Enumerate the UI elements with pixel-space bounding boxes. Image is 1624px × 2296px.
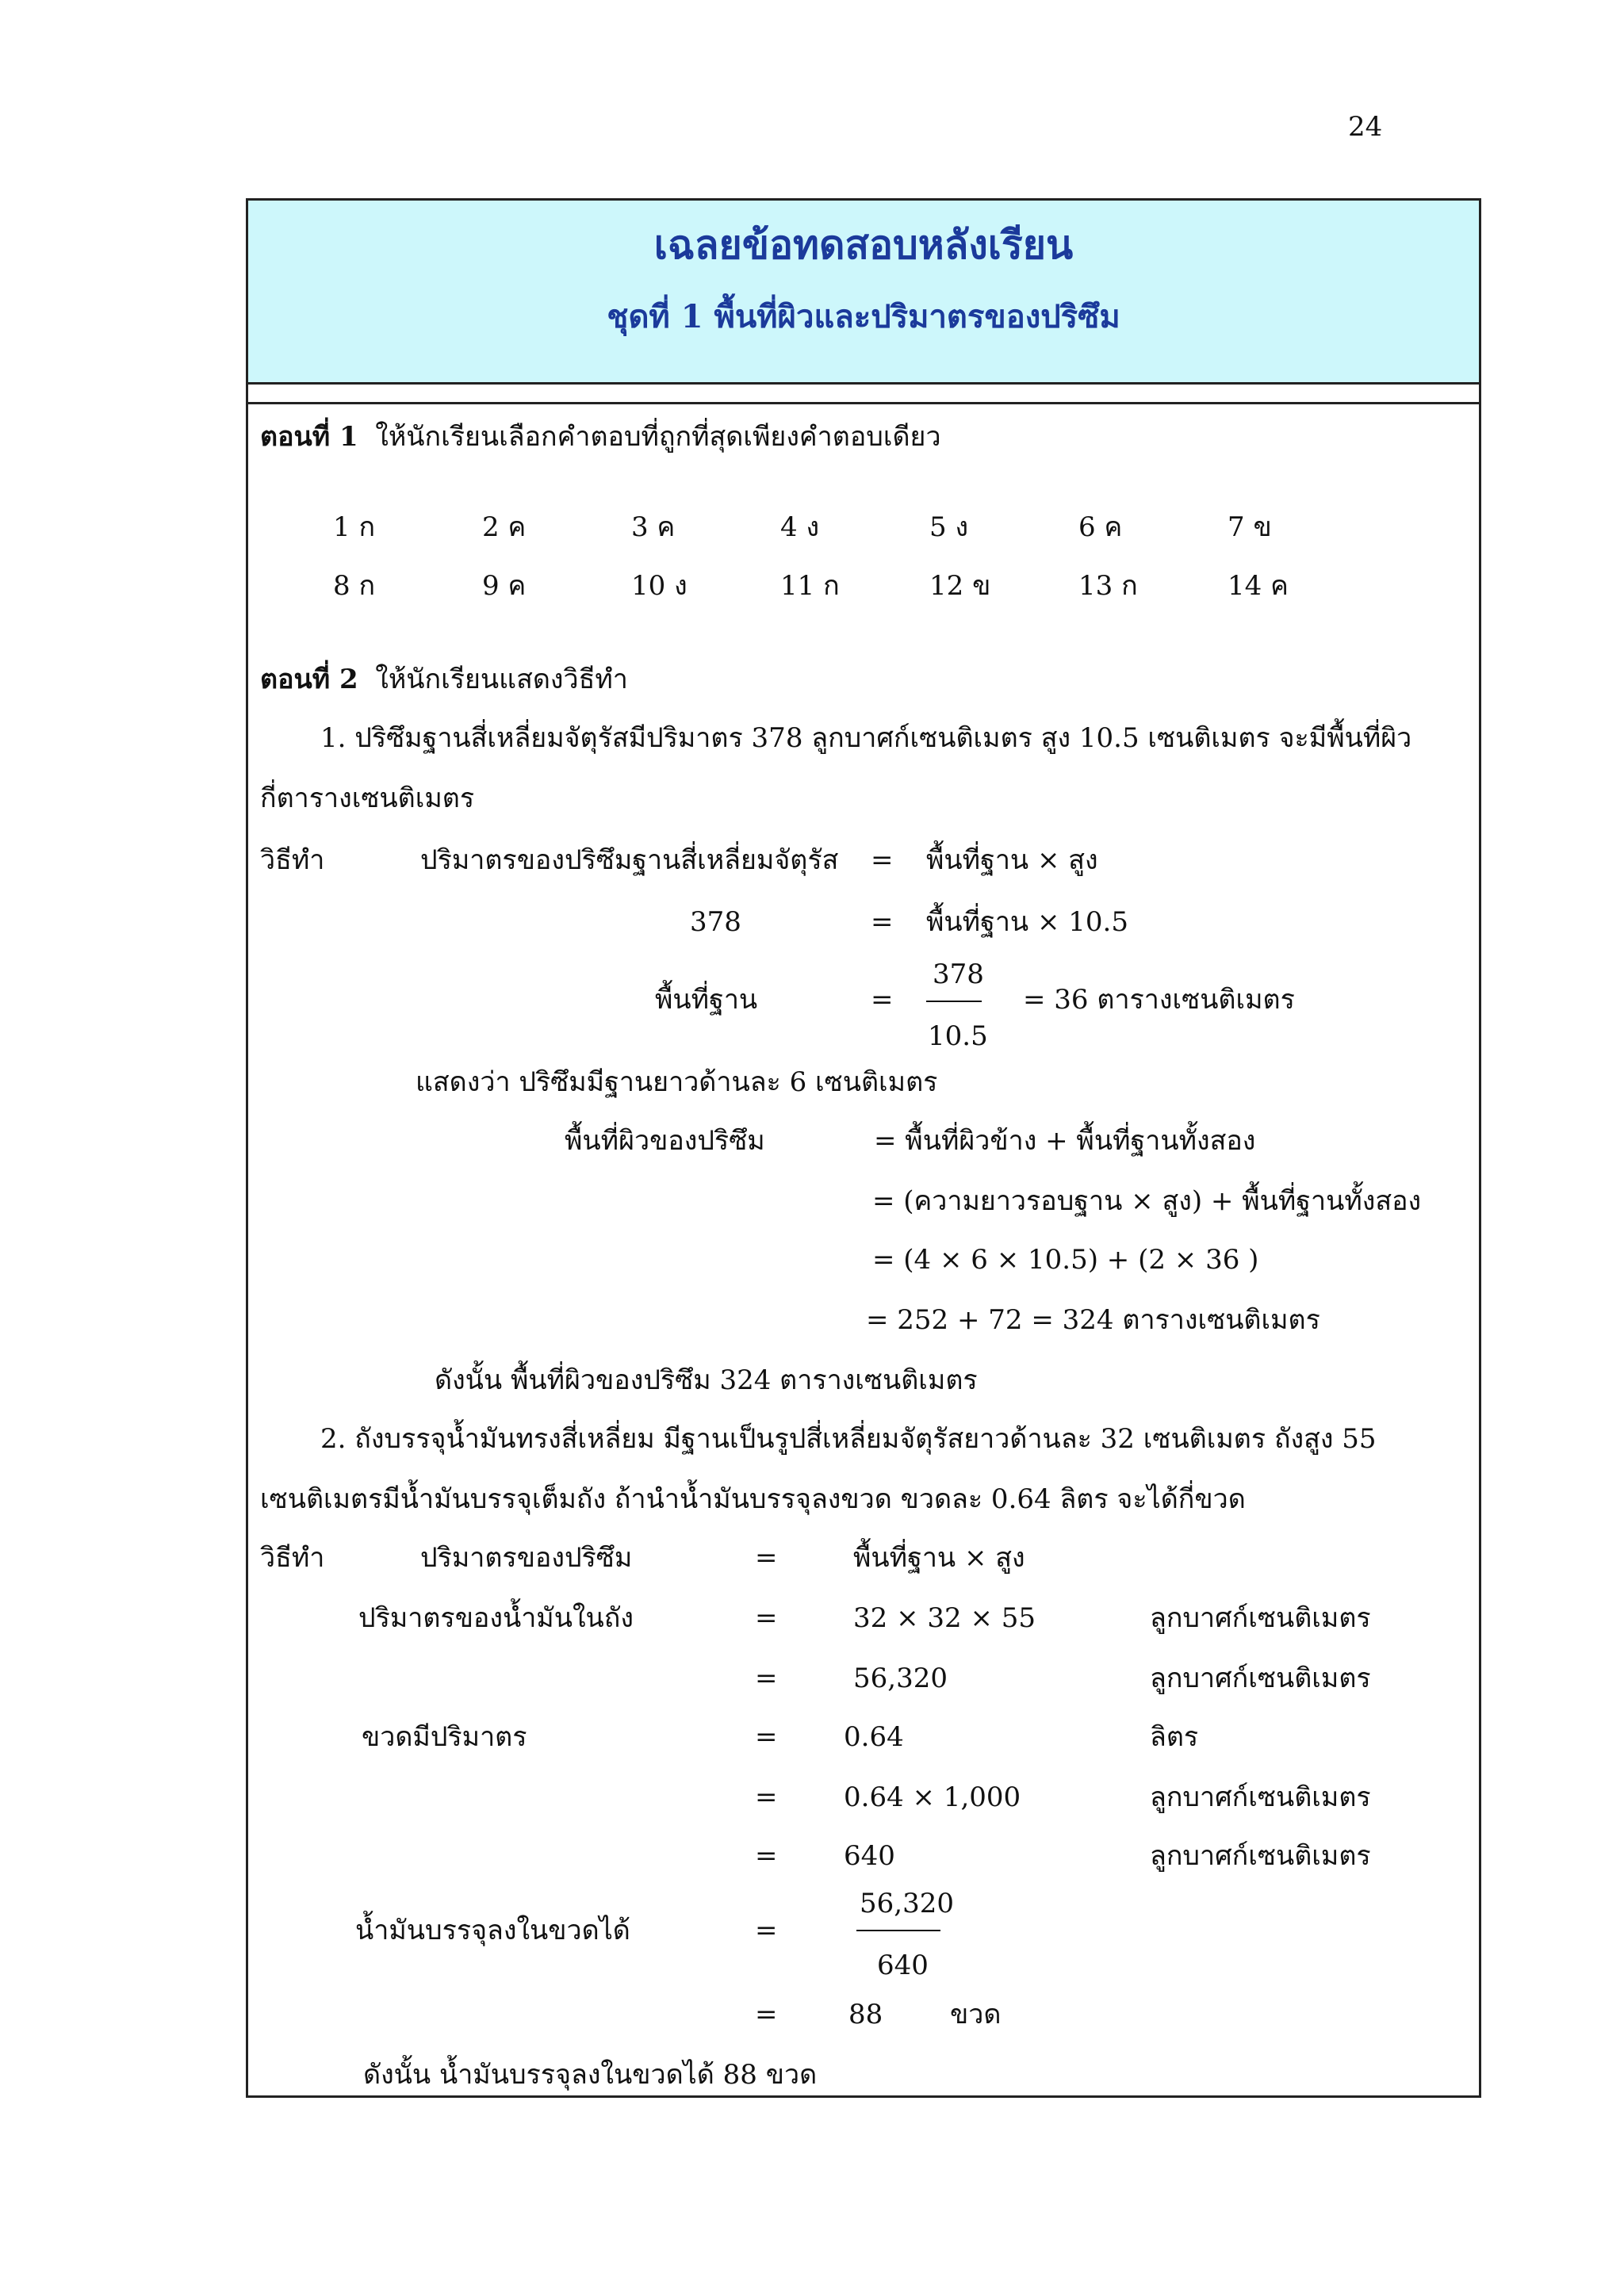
part1-instruction: ให้นักเรียนเลือกคำตอบที่ถูกที่สุดเพียงคำตอบเดียว	[375, 421, 941, 453]
q2-unit-bottle: ขวด	[950, 1999, 1002, 2030]
q1-volume-substitution: พื้นที่ฐาน × 10.5	[926, 906, 1128, 938]
q2-unit-cc-2: ลูกบาศก์เซนติเมตร	[1150, 1663, 1371, 1694]
q2-oil-volume-label: ปริมาตรของน้ำมันในถัง	[358, 1602, 634, 1634]
q2-bottle-conversion: 0.64 × 1,000	[844, 1781, 1021, 1813]
q1-volume-formula-left: ปริมาตรของปริซึมฐานสี่เหลี่ยมจัตุรัส	[420, 844, 839, 876]
q2-equals-7: =	[755, 1915, 778, 1946]
q2-volume-formula-right: พื้นที่ฐาน × สูง	[853, 1542, 1025, 1574]
answer-3: 3 ค	[631, 511, 676, 543]
part2-heading	[260, 663, 628, 696]
q1-surface-area-label: พื้นที่ผิวของปริซึม	[565, 1125, 765, 1157]
answer-8: 8 ก	[333, 570, 376, 602]
q1-fraction-bar	[926, 1001, 982, 1002]
q2-conclusion: ดังนั้น น้ำมันบรรจุลงในขวดได้ 88 ขวด	[363, 2059, 818, 2091]
q1-surface-step-1: = พื้นที่ผิวข้าง + พื้นที่ฐานทั้งสอง	[874, 1125, 1256, 1157]
q1-surface-step-4: = 252 + 72 = 324 ตารางเซนติเมตร	[866, 1304, 1320, 1336]
answer-2: 2 ค	[482, 511, 527, 543]
q1-volume-formula-right: พื้นที่ฐาน × สูง	[926, 844, 1098, 876]
q1-volume-value: 378	[690, 906, 741, 938]
q1-conclusion: ดังนั้น พื้นที่ผิวของปริซึม 324 ตารางเซนติเมตร	[435, 1364, 978, 1396]
q1-base-side-note: แสดงว่า ปริซึมมีฐานยาวด้านละ 6 เซนติเมตร	[416, 1066, 938, 1098]
q2-unit-cc-3: ลูกบาศก์เซนติเมตร	[1150, 1781, 1371, 1813]
q1-surface-step-3: = (4 × 6 × 10.5) + (2 × 36 )	[872, 1244, 1259, 1276]
page-subtitle: ชุดที่ 1 พื้นที่ผิวและปริมาตรของปริซึม	[607, 298, 1120, 335]
answer-4: 4 ง	[780, 511, 820, 543]
part2-instruction: ให้นักเรียนแสดงวิธีทำ	[375, 664, 628, 695]
answer-1: 1 ก	[333, 511, 376, 543]
q2-equals-3: =	[755, 1663, 778, 1694]
q2-bottle-volume-label: ขวดมีปริมาตร	[362, 1721, 527, 1753]
part1-heading	[260, 420, 941, 453]
q2-equals-1: =	[755, 1542, 778, 1574]
q1-fraction-denominator: 10.5	[928, 1020, 988, 1052]
q1-equals-2: =	[871, 906, 894, 938]
q2-unit-cc-4: ลูกบาศก์เซนติเมตร	[1150, 1840, 1371, 1872]
page-number: 24	[1348, 111, 1383, 143]
answer-13: 13 ก	[1078, 570, 1138, 602]
part1-label: ตอนที่ 1	[260, 421, 358, 453]
q2-bottle-volume-liters: 0.64	[844, 1721, 904, 1753]
q2-oil-volume-expression: 32 × 32 × 55	[853, 1602, 1036, 1634]
q2-unit-cc-1: ลูกบาศก์เซนติเมตร	[1150, 1602, 1371, 1634]
q1-surface-step-2: = (ความยาวรอบฐาน × สูง) + พื้นที่ฐานทั้งสอง	[872, 1185, 1422, 1217]
q2-text-line1: 2. ถังบรรจุน้ำมันทรงสี่เหลี่ยม มีฐานเป็นรูปสี่เหลี่ยมจัตุรัสยาวด้านละ 32 เซนติเมตร ถังสูง 55	[320, 1423, 1377, 1455]
part2-label: ตอนที่ 2	[260, 664, 358, 695]
q1-base-area-label: พื้นที่ฐาน	[655, 984, 758, 1016]
q2-bottle-volume-cc: 640	[844, 1840, 895, 1872]
q2-oil-volume-value: 56,320	[853, 1663, 948, 1694]
q1-method-label: วิธีทำ	[260, 844, 325, 876]
answer-14: 14 ค	[1228, 570, 1289, 602]
q1-equals-1: =	[871, 844, 894, 876]
q2-volume-formula-left: ปริมาตรของปริซึม	[420, 1542, 633, 1574]
answer-6: 6 ค	[1078, 511, 1123, 543]
page-title: เฉลยข้อทดสอบหลังเรียน	[653, 221, 1074, 268]
q1-base-area-result: = 36 ตารางเซนติเมตร	[1023, 984, 1295, 1016]
q2-method-label: วิธีทำ	[260, 1542, 325, 1574]
answer-7: 7 ข	[1228, 511, 1272, 543]
answer-11: 11 ก	[780, 570, 840, 602]
q2-fraction-denominator: 640	[877, 1950, 929, 1981]
q2-equals-8: =	[755, 1999, 778, 2030]
answer-9: 9 ค	[482, 570, 527, 602]
q1-text-line2: กี่ตารางเซนติเมตร	[260, 783, 475, 814]
answer-5: 5 ง	[929, 511, 969, 543]
header-box	[248, 201, 1479, 385]
answer-10: 10 ง	[631, 570, 688, 602]
q2-equals-4: =	[755, 1721, 778, 1753]
answer-12: 12 ข	[929, 570, 991, 602]
header-divider	[248, 402, 1479, 404]
q2-bottles-label: น้ำมันบรรจุลงในขวดได้	[355, 1915, 630, 1946]
q1-fraction-numerator: 378	[933, 959, 984, 990]
q2-bottles-result: 88	[848, 1999, 883, 2030]
q2-equals-2: =	[755, 1602, 778, 1634]
q2-equals-6: =	[755, 1840, 778, 1872]
q2-fraction-numerator: 56,320	[860, 1888, 954, 1919]
q2-unit-liter: ลิตร	[1150, 1721, 1199, 1753]
q2-equals-5: =	[755, 1781, 778, 1813]
q1-equals-3: =	[871, 984, 894, 1016]
q2-fraction-bar	[856, 1930, 940, 1931]
q1-text-line1: 1. ปริซึมฐานสี่เหลี่ยมจัตุรัสมีปริมาตร 378 ลูกบาศก์เซนติเมตร สูง 10.5 เซนติเมตร จะมีพื้นที่ผิว	[320, 722, 1412, 754]
q2-text-line2: เซนติเมตรมีน้ำมันบรรจุเต็มถัง ถ้านำน้ำมันบรรจุลงขวด ขวดละ 0.64 ลิตร จะได้กี่ขวด	[260, 1483, 1246, 1515]
